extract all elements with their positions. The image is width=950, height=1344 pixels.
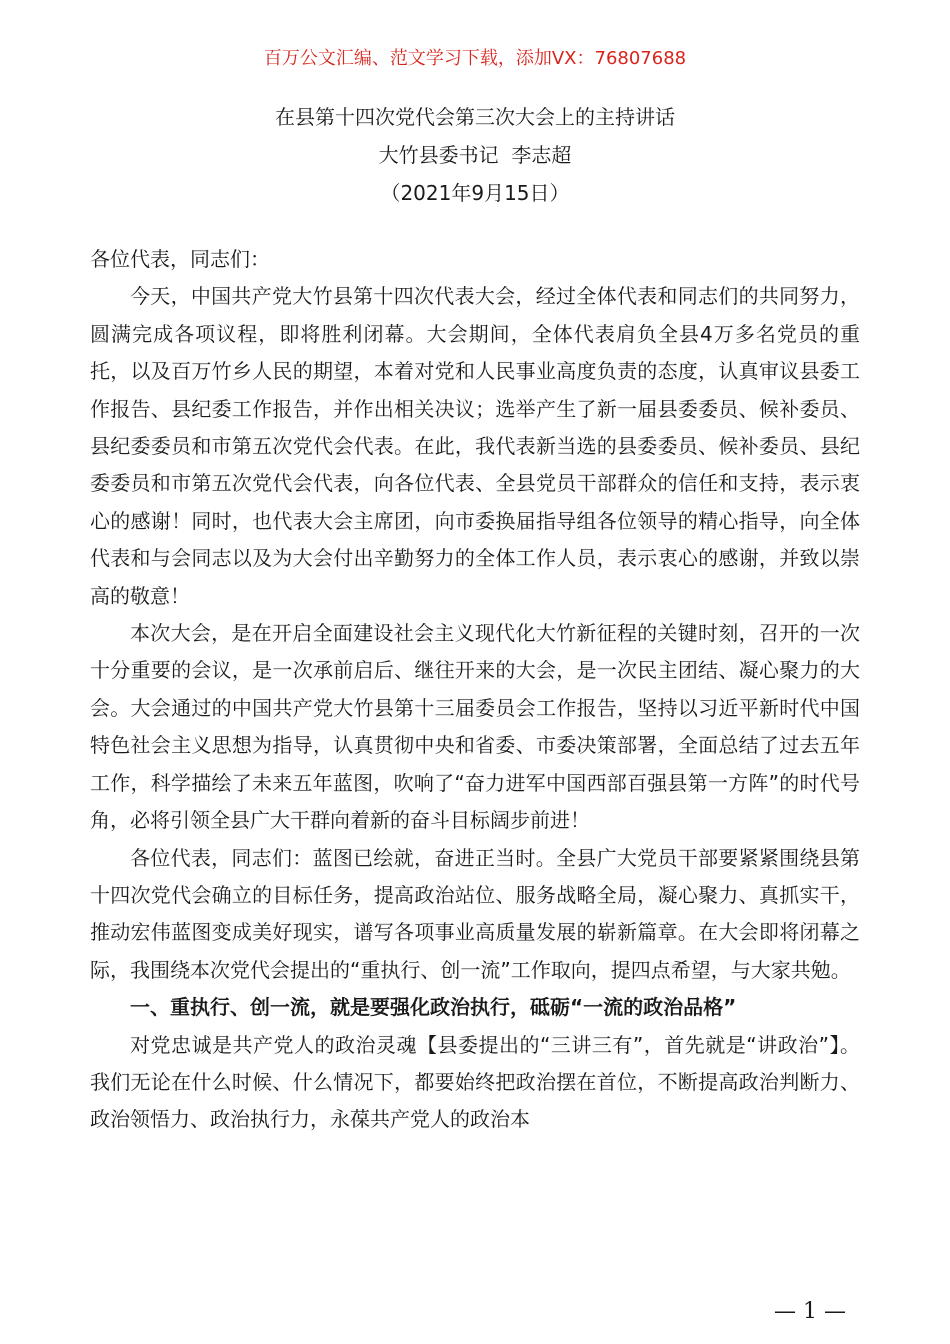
header-watermark-note: 百万公文汇编、范文学习下载，添加VX：76807688	[263, 48, 687, 69]
speech-body	[90, 241, 860, 1139]
paragraph: 本次大会，是在开启全面建设社会主义现代化大竹新征程的关键时刻，召开的一次十分重要的会议，是一次承前启后、继往开来的大会，是一次民主团结、凝心聚力的大会。大会通过的中国共产党大竹县第十三届委员会工作报告，坚持以习近平新时代中国特色社会主义思想为指导，认真贯彻中央和省委、市委决策部署，全面总结了过去五年工作，科学描绘了未来五年蓝图，吹响了“奋力进军中国西部百强县第一方阵”的时代号角，必将引领全县广大干群向着新的奋斗目标阔步前进！	[90, 621, 860, 833]
page-number: — 1 —	[774, 1299, 846, 1324]
date-line: （2021年9月15日）	[380, 181, 570, 205]
paragraph: 各位代表，同志们：蓝图已绘就，奋进正当时。全县广大党员干部要紧紧围绕县第十四次党代会确立的目标任务，提高政治站位、服务战略全局，凝心聚力、真抓实干，推动宏伟蓝图变成美好现实，谱写各项事业高质量发展的崭新篇章。在大会即将闭幕之际，我围绕本次党代会提出的“重执行、创一流”工作取向，提四点希望，与大家共勉。	[90, 845, 860, 982]
paragraph: 今天，中国共产党大竹县第十四次代表大会，经过全体代表和同志们的共同努力，圆满完成各项议程，即将胜利闭幕。大会期间，全体代表肩负全县4万多名党员的重托，以及百万竹乡人民的期望，本着对党和人民事业高度负责的态度，认真审议县委工作报告、县纪委工作报告，并作出相关决议；选举产生了新一届县委委员、候补委员、县纪委委员和市第五次党代会代表。在此，我代表新当选的县委委员、候补委员、县纪委委员和市第五次党代会代表，向各位代表、全县党员干部群众的信任和支持，表示衷心的感谢！同时，也代表大会主席团，向市委换届指导组各位领导的精心指导，向全体代表和与会同志以及为大会付出辛勤努力的全体工作人员，表示衷心的感谢，并致以崇高的敬意！	[90, 284, 860, 608]
speaker-line: 大竹县委书记 李志超	[378, 143, 572, 167]
document-title: 在县第十四次党代会第三次大会上的主持讲话	[275, 105, 675, 129]
section-heading: 一、重执行、创一流，就是要强化政治执行，砥砺“一流的政治品格”	[130, 995, 737, 1020]
paragraph: 对党忠诚是共产党人的政治灵魂【县委提出的“三讲三有”，首先就是“讲政治”】。我们无论在什么时候、什么情况下，都要始终把政治摆在首位，不断提高政治判断力、政治领悟力、政治执行力，永葆共产党人的政治本	[90, 1032, 860, 1132]
title-block	[0, 98, 950, 212]
salutation: 各位代表，同志们：	[90, 247, 270, 271]
